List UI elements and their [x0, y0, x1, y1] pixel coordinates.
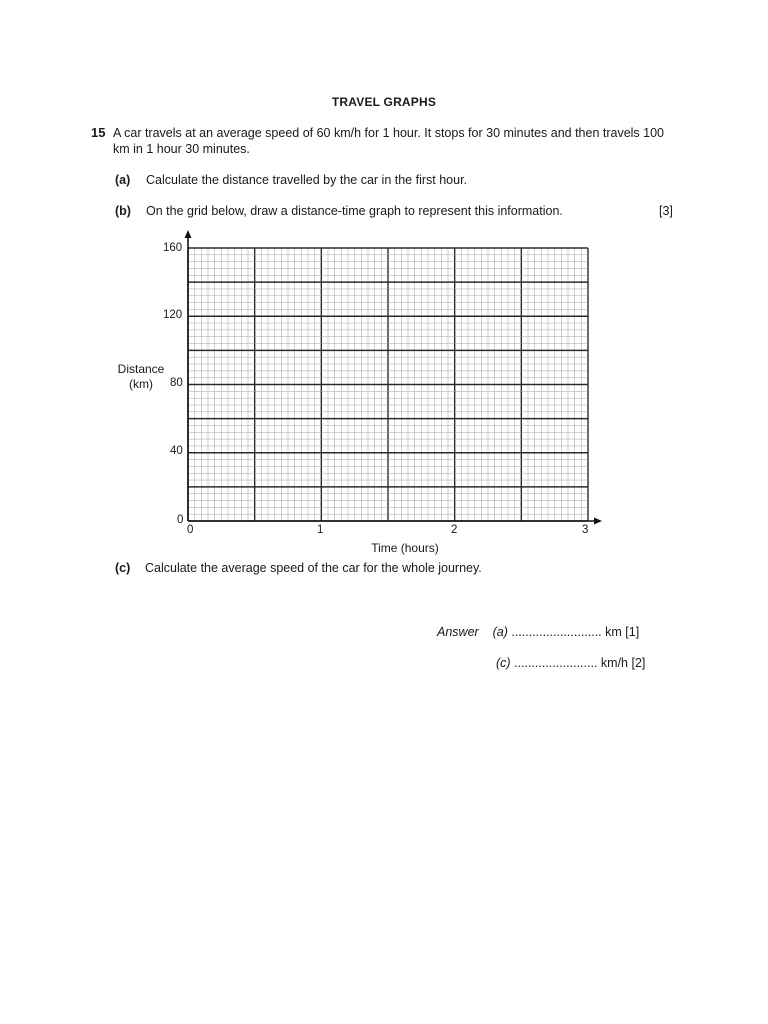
x-tick-label-2: 2: [451, 524, 458, 536]
answer-a-unit: km: [605, 625, 622, 639]
part-b-marks: [3]: [659, 204, 673, 218]
part-c-text: Calculate the average speed of the car for the whole journey.: [145, 561, 482, 575]
x-axis-title: Time (hours): [371, 541, 439, 555]
y-axis-title-line2: (km): [129, 377, 153, 391]
y-axis-arrow-icon: [185, 230, 192, 238]
page-title: TRAVEL GRAPHS: [331, 95, 437, 109]
answer-c-marks: [2]: [631, 656, 646, 670]
answer-a-label: (a): [492, 625, 508, 639]
y-tick-label-0: 0: [177, 514, 184, 526]
answer-c-label: (c): [496, 656, 511, 670]
x-tick-label-3: 3: [582, 524, 589, 536]
y-tick-label-80: 80: [170, 377, 183, 389]
part-c-label: (c): [115, 561, 131, 575]
y-tick-label-160: 160: [163, 242, 183, 254]
question-number: 15: [91, 125, 106, 140]
y-tick-label-120: 120: [163, 309, 183, 321]
x-tick-label-1: 1: [317, 524, 324, 536]
part-a-label: (a): [115, 173, 131, 187]
answer-a-field[interactable]: ..........................: [511, 625, 602, 639]
x-axis-arrow-icon: [594, 518, 602, 525]
question-text: A car travels at an average speed of 60 km/h for 1 hour. It stops for 30 minutes and then travels 100 km in 1 hour 30 minutes.: [113, 126, 665, 156]
y-axis-title-line1: Distance: [117, 362, 165, 376]
answer-c-unit: km/h: [600, 656, 628, 670]
answer-c-field[interactable]: ........................: [514, 656, 598, 670]
answer-word: Answer: [437, 625, 479, 639]
answer-c-line: [496, 656, 645, 670]
part-a-text: Calculate the distance travelled by the car in the first hour.: [146, 173, 468, 187]
part-b-label: (b): [115, 204, 131, 218]
part-b-text: On the grid below, draw a distance-time graph to represent this information.: [146, 204, 563, 218]
x-tick-label-0: 0: [187, 524, 194, 536]
answer-a-marks: [1]: [625, 625, 640, 639]
y-tick-label-40: 40: [170, 445, 183, 457]
answer-a-line: [437, 625, 639, 639]
